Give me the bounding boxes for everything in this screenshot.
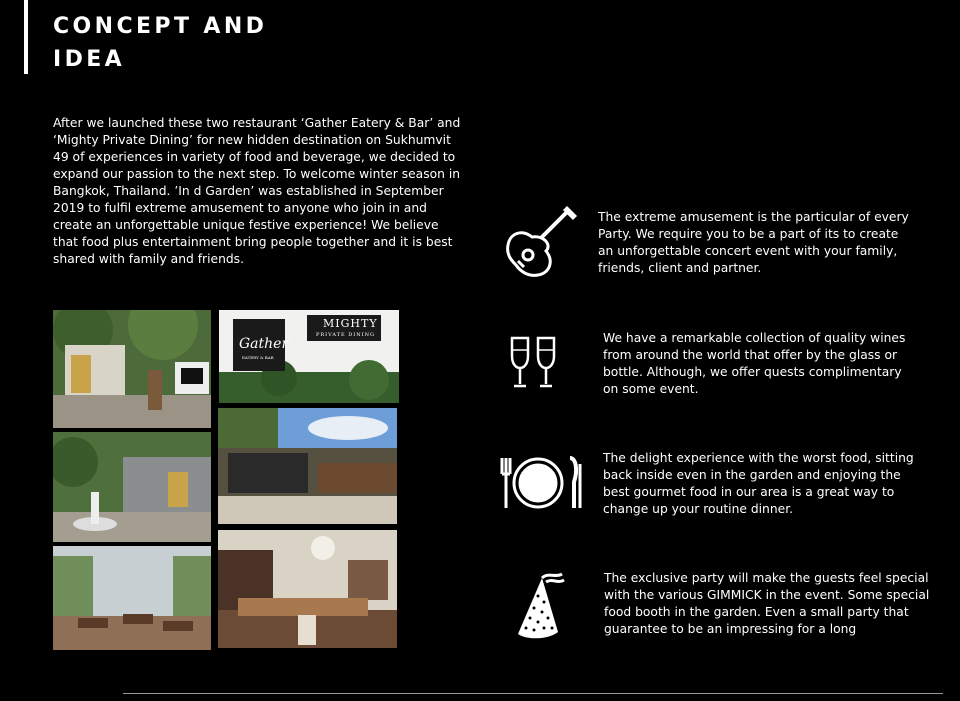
plate-cutlery-icon [498, 454, 586, 512]
sign-gather: Gather [239, 336, 289, 352]
feature-text-party: The exclusive party will make the guests feel special with the various GIMMICK in the event. Some special food booth in the garden. Even a small party that guarantee to be an impressing for a long [604, 571, 930, 636]
photo-dining-hall [53, 546, 211, 650]
photo-garden-fountain [53, 432, 211, 542]
intro-paragraph: After we launched these two restaurant ‘Gather Eatery & Bar’ and ‘Mighty Private Dining’ for new hidden destination on Sukhumvit 49 of experiences in variety of food and beverage, we decided to expand our passion to the next step. To welcome winter season in Bangkok, Thailand. ’In d Garden’ was established in September 2019 to fulfil extreme amusement to anyone who join in and create an unforgettable unique festive experience! We believe that food plus entertainment bring people together and it is best shared with family and friends. [53, 116, 461, 266]
sign-mighty: MIGHTY [323, 317, 378, 330]
photo-restaurant-signs [219, 310, 399, 403]
photo-garden-house [218, 408, 397, 524]
sign-gather-sub: EATERY & BAR [242, 355, 274, 360]
wine-glasses-icon [508, 334, 560, 392]
footer-divider [123, 693, 943, 694]
party-hat-icon [512, 572, 568, 642]
title-accent-bar [24, 0, 28, 74]
photo-garden-entrance [53, 310, 211, 428]
guitar-icon [502, 205, 578, 281]
feature-text-food: The delight experience with the worst food, sitting back inside even in the garden and enjoying the best gourmet food in our area is a great way to change up your routine dinner. [603, 451, 914, 516]
photo-private-dining [218, 530, 397, 648]
feature-text-amusement: The extreme amusement is the particular of every Party. We require you to be a part of its to create an unforgettable concert event with your family, friends, client and partner. [598, 210, 909, 275]
sign-mighty-sub: PRIVATE DINING [316, 332, 375, 338]
feature-text-wines: We have a remarkable collection of quality wines from around the world that offer by the glass or bottle. Although, we offer quests complimentary on some event. [603, 331, 906, 396]
page-title: CONCEPT AND IDEA [53, 14, 268, 72]
